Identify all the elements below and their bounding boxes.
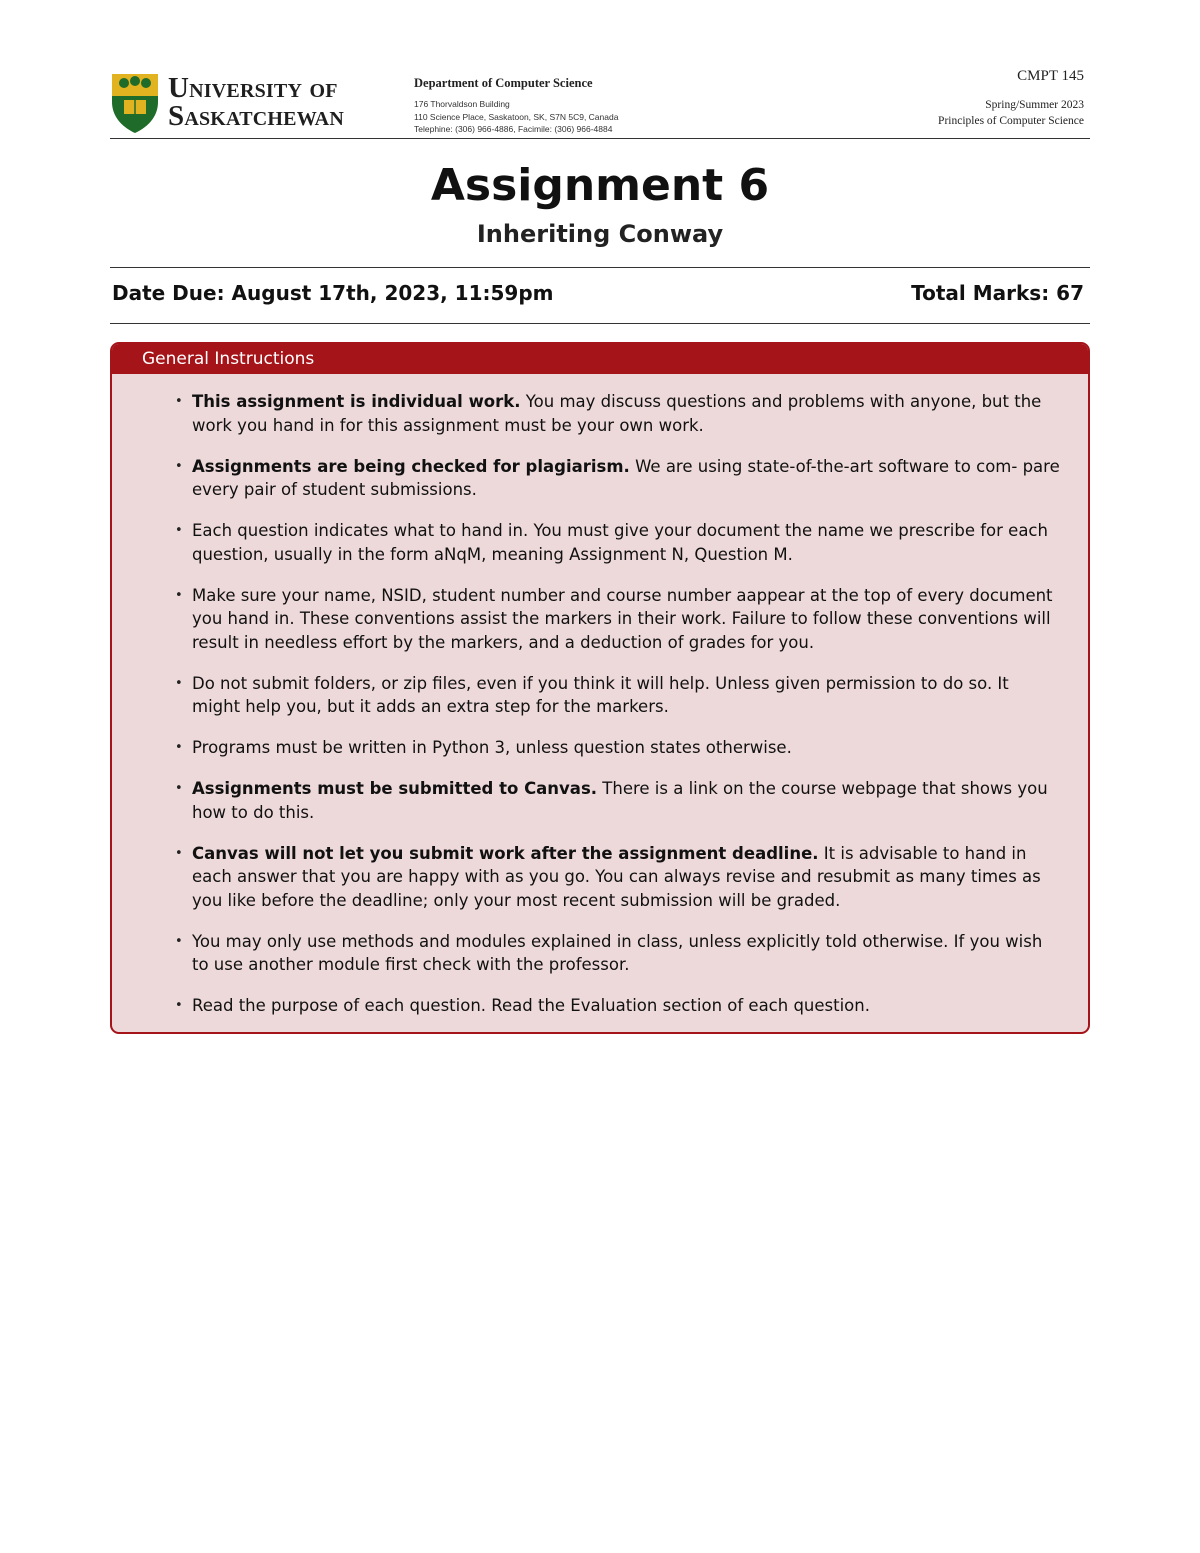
list-item: • Canvas will not let you submit work after the assignment deadline. It is advisable to hand in each answer that you are happy with as you go. You can always revise and resubmit as many times as you like before the deadline; only your most recent submission will be graded. (192, 842, 1060, 913)
letterhead (110, 64, 1090, 136)
course-code: CMPT 145 (1017, 68, 1084, 84)
list-item: • Each question indicates what to hand in. You must give your document the name we prescribe for each question, usually in the form aNqM, meaning Assignment N, Question M. (192, 519, 1060, 566)
university-line2: Saskatchewan (168, 100, 344, 132)
due-date: Date Due: August 17th, 2023, 11:59pm (112, 281, 554, 305)
list-item: • You may only use methods and modules explained in class, unless explicitly told otherwise. If you wish to use another module first check with the professor. (192, 930, 1060, 977)
header-divider (110, 138, 1090, 139)
list-item: • Make sure your name, NSID, student number and course number aappear at the top of every document you hand in. These conventions assist the markers in their work. Failure to follow these conventions will result in needless effort by the markers, and a deduction of grades for you. (192, 584, 1060, 655)
university-line1: University of (168, 72, 338, 104)
department-block (414, 76, 618, 136)
course-name: Principles of Computer Science (938, 115, 1084, 127)
instructions-heading: General Instructions (112, 344, 1088, 374)
list-item: • Programs must be written in Python 3, unless question states otherwise. (192, 736, 1060, 760)
address-line1: 176 Thorvaldson Building (414, 99, 510, 109)
list-item: • Assignments must be submitted to Canvas. There is a link on the course webpage that shows you how to do this. (192, 777, 1060, 824)
title-divider (110, 267, 1090, 268)
address-line3: Telephine: (306) 966-4886, Facimile: (306) 966-4884 (414, 124, 613, 134)
general-instructions-box (110, 342, 1090, 1034)
list-item: • This assignment is individual work. You may discuss questions and problems with anyone, but the work you hand in for this assignment must be your own work. (192, 390, 1060, 437)
page-title: Assignment 6 (430, 160, 770, 211)
university-wordmark (168, 74, 344, 130)
due-divider (110, 323, 1090, 324)
department-name: Department of Computer Science (414, 76, 593, 90)
course-block (938, 68, 1084, 129)
list-item: • Read the purpose of each question. Read the Evaluation section of each question. (192, 994, 1060, 1018)
university-crest-icon (110, 72, 160, 134)
total-marks: Total Marks: 67 (911, 281, 1084, 305)
address-line2: 110 Science Place, Saskatoon, SK, S7N 5C9, Canada (414, 111, 619, 122)
list-item: • Assignments are being checked for plagiarism. We are using state-of-the-art software to com- pare every pair of student submissions. (192, 455, 1060, 502)
page-subtitle: Inheriting Conway (476, 220, 724, 248)
course-term: Spring/Summer 2023 (985, 99, 1084, 111)
instructions-list (112, 374, 1088, 1018)
list-item: • Do not submit folders, or zip files, even if you think it will help. Unless given permission to do so. It might help you, but it adds an extra step for the markers. (192, 672, 1060, 719)
